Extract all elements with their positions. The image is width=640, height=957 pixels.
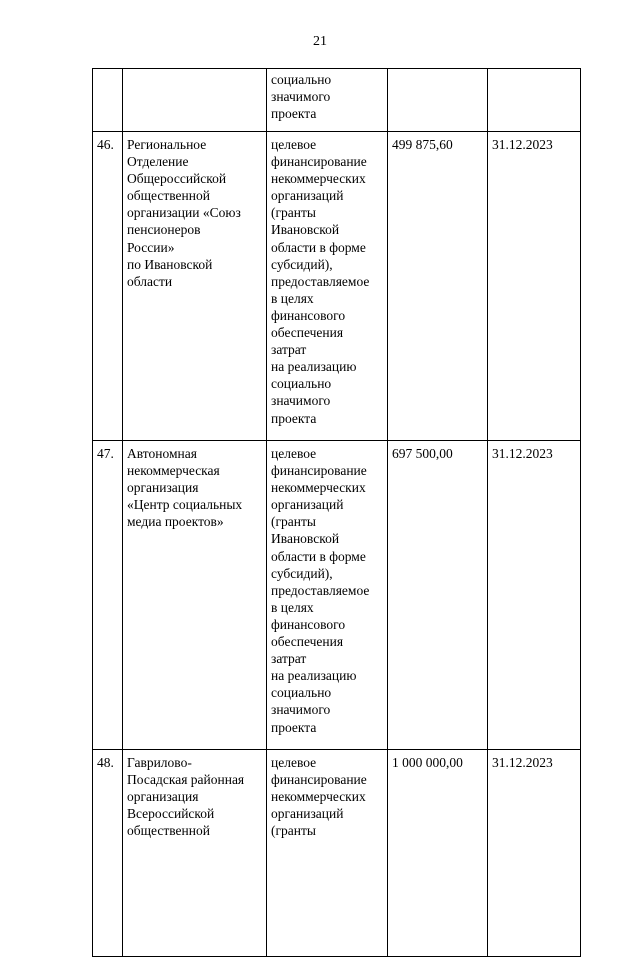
cell-organization: Гаврилово- Посадская районная организация Всероссийской общественной xyxy=(123,750,267,957)
cell-amount: 1 000 000,00 xyxy=(388,750,488,957)
cell-num: 46. xyxy=(93,132,123,441)
cell-amount: 697 500,00 xyxy=(388,441,488,750)
grants-table xyxy=(92,68,581,957)
table-row xyxy=(93,750,581,957)
cell-date: 31.12.2023 xyxy=(488,750,581,957)
table-row-continuation xyxy=(93,69,581,132)
table-row xyxy=(93,441,581,750)
cell-amount xyxy=(388,69,488,132)
cell-num xyxy=(93,69,123,132)
cell-organization: Региональное Отделение Общероссийской общественной организации «Союз пенсионеров России» по Ивановской области xyxy=(123,132,267,441)
cell-purpose: социально значимого проекта xyxy=(267,69,388,132)
cell-date xyxy=(488,69,581,132)
cell-num: 48. xyxy=(93,750,123,957)
cell-purpose: целевое финансирование некоммерческих организаций (гранты Ивановской области в форме субсидий), предоставляемое в целях финансового обеспечения затрат на реализацию социально значимого проекта xyxy=(267,132,388,441)
cell-amount: 499 875,60 xyxy=(388,132,488,441)
cell-purpose: целевое финансирование некоммерческих организаций (гранты Ивановской области в форме субсидий), предоставляемое в целях финансового обеспечения затрат на реализацию социально значимого проекта xyxy=(267,441,388,750)
table-row xyxy=(93,132,581,441)
cell-purpose: целевое финансирование некоммерческих организаций (гранты xyxy=(267,750,388,957)
cell-organization: Автономная некоммерческая организация «Центр социальных медиа проектов» xyxy=(123,441,267,750)
cell-organization xyxy=(123,69,267,132)
cell-date: 31.12.2023 xyxy=(488,132,581,441)
cell-date: 31.12.2023 xyxy=(488,441,581,750)
cell-num: 47. xyxy=(93,441,123,750)
page-number: 21 xyxy=(313,34,327,49)
